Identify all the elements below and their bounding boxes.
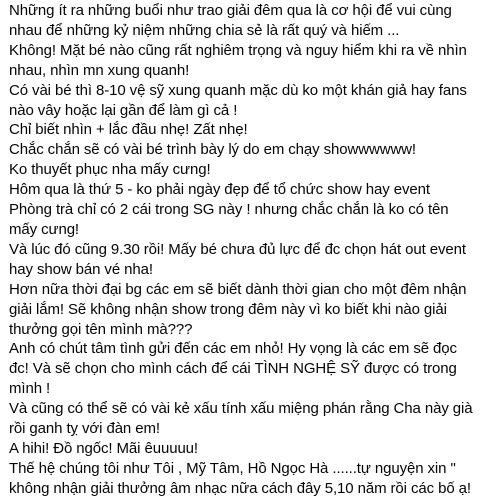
post-text-line: Hôm qua là thứ 5 - ko phải ngày đẹp để tổ chức show hay event: [9, 181, 430, 199]
post-text-line: mình !: [9, 380, 51, 398]
post-text-line: Chắc chắn sẽ có vài bé trình bày lý do em chạy showwwwww!: [9, 141, 416, 159]
post-text-line: Có vài bé thì 8-10 vệ sỹ xung quanh mặc dù ko một khán giả hay fans: [9, 81, 467, 99]
post-text-line: Và cũng có thể sẽ có vài kẻ xấu tính xấu miệng phán rằng Cha này già: [9, 400, 473, 418]
post-text-line: nhau để những kỷ niệm những chia sẻ là rất quý và hiếm ...: [9, 21, 400, 39]
post-text-line: đc! Và sẽ chọn cho mình cách để cái TÌNH NGHỆ SỸ được có trong: [9, 360, 457, 378]
post-text-line: Hơn nữa thời đại bg các em sẽ biết dành thời gian cho một đêm nhận: [9, 280, 467, 298]
post-text-line: không nhận giải thưởng âm nhạc nữa cách đây 5,10 năm rồi các bố ạ!: [9, 479, 471, 497]
post-text-line: thưởng gọi tên mình mà???: [9, 320, 193, 338]
post-text-line: mấy cưng!: [9, 220, 79, 238]
post-text-line: Và lúc đó cũng 9.30 rồi! Mấy bé chưa đủ lực để đc chọn hát out event: [9, 240, 466, 258]
post-text-line: rồi ganh tỵ với đàn em!: [9, 420, 160, 438]
post-text-line: A hihi! Đồ ngốc! Mãi êuuuuu!: [9, 439, 198, 457]
post-text-line: Không! Mặt bé nào cũng rất nghiêm trọng và nguy hiểm khi ra về nhìn: [9, 41, 467, 59]
post-text-line: Những ít ra những buổi như trao giải đêm qua là cơ hội để vui cùng: [9, 2, 452, 19]
post-text-line: Phòng trà chỉ có 2 cái trong SG này ! nhưng chắc chắn là ko có tên: [9, 201, 449, 219]
post-text-line: Chỉ biết nhìn + lắc đầu nhẹ! Zất nhẹ!: [9, 121, 248, 139]
post-text-line: Ko thuyết phục nha mấy cưng!: [9, 161, 211, 179]
post-text-line: nhau, nhìn mn xung quanh!: [9, 61, 190, 79]
post-text-line: nào vây hoặc lại gần để làm gì cả !: [9, 101, 238, 119]
post-text-line: giải lắm! Sẽ không nhận show trong đêm này vì ko biết khi nào giải: [9, 300, 447, 318]
post-text-line: Thế hệ chúng tôi như Tôi , Mỹ Tâm, Hồ Ngọc Hà ......tự nguyện xin ": [9, 459, 456, 477]
post-text-line: hay show bán vé nha!: [9, 260, 153, 278]
post-text-line: Anh có chút tâm tình gửi đến các em nhỏ! Hy vọng là các em sẽ đọc: [9, 340, 457, 358]
